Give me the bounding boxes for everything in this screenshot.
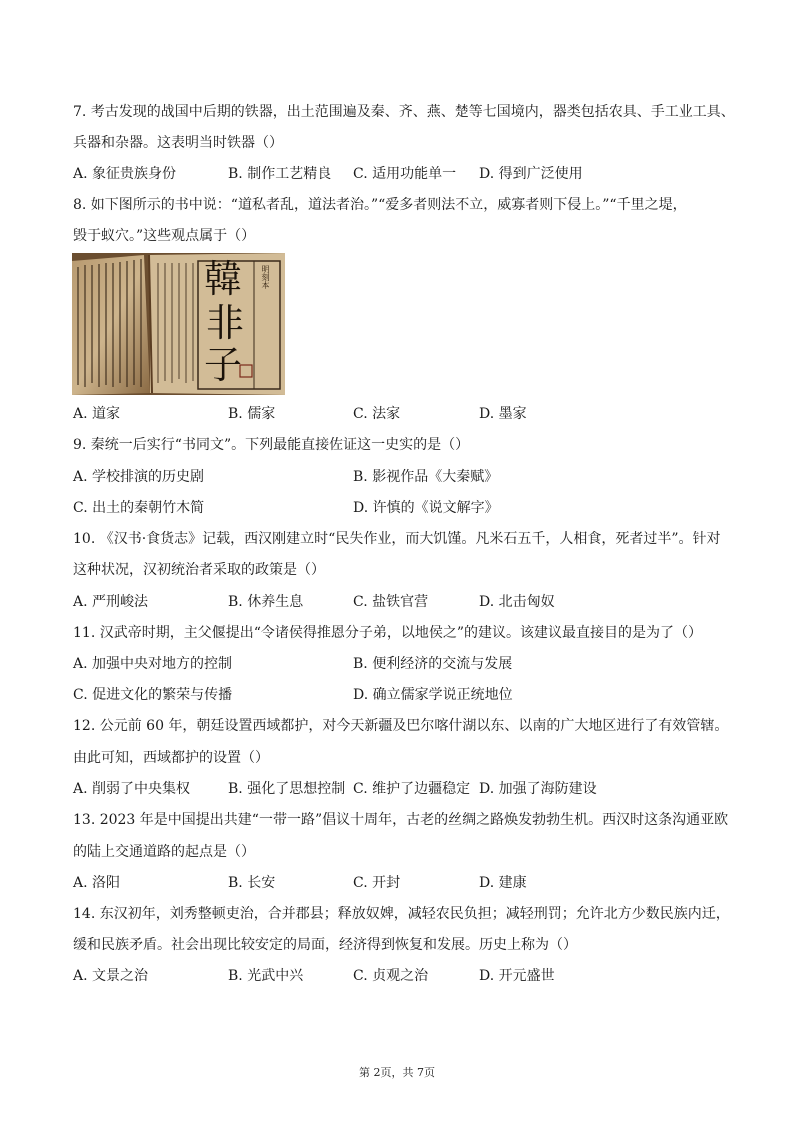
q8-option-a: A. 道家 [73, 406, 121, 422]
q8-option-b: B. 儒家 [228, 406, 276, 422]
q10-option-b: B. 休养生息 [228, 594, 304, 610]
q11-option-b: B. 便利经济的交流与发展 [353, 656, 513, 672]
q11-option-a: A. 加强中央对地方的控制 [73, 656, 233, 672]
q8-option-c: C. 法家 [353, 406, 401, 422]
q8-stem-line2: 毁于蚁穴。”这些观点属于（） [73, 228, 256, 244]
q12-option-c: C. 维护了边疆稳定 [353, 781, 471, 797]
q14-option-c: C. 贞观之治 [353, 968, 429, 984]
q13-option-a: A. 洛阳 [73, 875, 121, 891]
q12-stem-line2: 由此可知，西域都护的设置（） [73, 750, 269, 766]
q14-stem-line2: 缓和民族矛盾。社会出现比较安定的局面，经济得到恢复和发展。历史上称为（） [73, 937, 577, 953]
q7-option-a: A. 象征贵族身份 [73, 166, 177, 182]
q12-option-b: B. 强化了思想控制 [228, 781, 346, 797]
q14-option-a: A. 文景之治 [73, 968, 149, 984]
book-title-char-2: 非 [206, 301, 245, 345]
q13-option-c: C. 开封 [353, 875, 401, 891]
book-title-char-1: 韓 [204, 257, 243, 301]
page-footer: 第 2页，共 7页 [359, 1066, 435, 1079]
q11-option-c: C. 促进文化的繁荣与传播 [73, 687, 233, 703]
q8-stem-line1: 8. 如下图所示的书中说：“道私者乱，道法者治。”“爱多者则法不立，威寡者则下侵上。”“千里之堤， [73, 197, 687, 213]
q14-stem-line1: 14. 东汉初年，刘秀整顿吏治，合并郡县；释放奴婢，减轻农民负担；减轻刑罚；允许北方少数民族内迁， [73, 906, 730, 922]
q14-option-b: B. 光武中兴 [228, 968, 304, 984]
q9-stem-line1: 9. 秦统一后实行“书同文”。下列最能直接佐证这一史实的是（） [73, 437, 470, 453]
q11-stem-line1: 11. 汉武帝时期，主父偃提出“令诸侯得推恩分子弟，以地侯之”的建议。该建议最直接目的是为了（） [73, 625, 703, 641]
q9-option-d: D. 许慎的《说文解字》 [353, 500, 499, 516]
hanfeizi-book-photo [72, 253, 285, 395]
q10-stem-line1: 10. 《汉书·食货志》记载，西汉刚建立时“民失作业，而大饥馑。凡米石五千，人相食，死者过半”。针对 [73, 531, 721, 547]
q13-stem-line2: 的陆上交通道路的起点是（） [73, 844, 255, 860]
q13-stem-line1: 13. 2023 年是中国提出共建“一带一路”倡议十周年，古老的丝绸之路焕发勃勃生机。西汉时这条沟通亚欧 [73, 812, 729, 828]
q10-option-a: A. 严刑峻法 [73, 594, 149, 610]
q7-stem-line2: 兵器和杂器。这表明当时铁器（） [73, 135, 283, 151]
q8-option-d: D. 墨家 [479, 406, 527, 422]
q13-option-b: B. 长安 [228, 875, 276, 891]
q7-stem-line1: 7. 考古发现的战国中后期的铁器，出土范围遍及秦、齐、燕、楚等七国境内，器类包括农具、手工业工具、 [73, 104, 735, 120]
q9-option-b: B. 影视作品《大秦赋》 [353, 469, 499, 485]
q9-option-c: C. 出土的秦朝竹木简 [73, 500, 205, 516]
q7-option-b: B. 制作工艺精良 [228, 166, 332, 182]
q12-stem-line1: 12. 公元前 60 年，朝廷设置西域都护，对今天新疆及巴尔喀什湖以东、以南的广大地区进行了有效管辖。 [73, 718, 729, 734]
q10-option-d: D. 北击匈奴 [479, 594, 555, 610]
q10-option-c: C. 盐铁官营 [353, 594, 429, 610]
q10-stem-line2: 这种状况，汉初统治者采取的政策是（） [73, 562, 325, 578]
q11-option-d: D. 确立儒家学说正统地位 [353, 687, 513, 703]
book-small-caption: 明刻本 [261, 265, 270, 289]
q12-option-a: A. 削弱了中央集权 [73, 781, 191, 797]
q7-option-d: D. 得到广泛使用 [479, 166, 583, 182]
q14-option-d: D. 开元盛世 [479, 968, 555, 984]
book-title-char-3: 子 [204, 343, 243, 387]
q12-option-d: D. 加强了海防建设 [479, 781, 597, 797]
q9-option-a: A. 学校排演的历史剧 [73, 469, 205, 485]
q13-option-d: D. 建康 [479, 875, 527, 891]
q7-option-c: C. 适用功能单一 [353, 166, 457, 182]
